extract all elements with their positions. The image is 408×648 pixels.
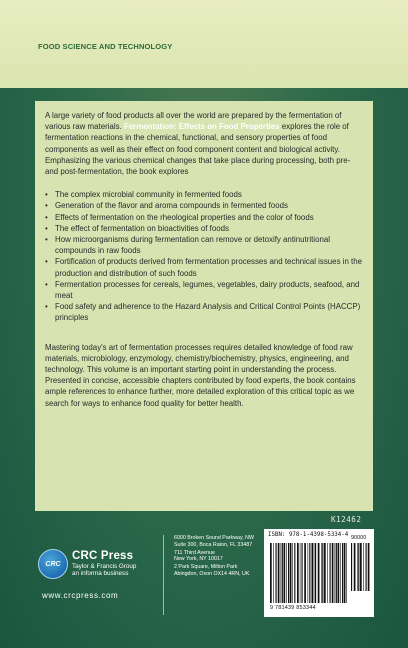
description-box [35, 101, 373, 511]
intro-paragraph [45, 110, 363, 177]
addon-barcode-icon [351, 543, 370, 591]
list-item: • The effect of fermentation on bioactivities of foods [45, 223, 363, 234]
address-block: 2 Park Square, Milton Park Abingdon, Oxon OX14 4RN, UK [174, 564, 250, 577]
list-item: • Effects of fermentation on the rheological properties and the color of foods [45, 212, 363, 223]
intro-after: explores the role of fermentation reactions in the chemical, functional, and sensory properties of food components as well as their effect on food component content and biological activity. Emphasizing the various chemical changes that take place during processing, both pre- and post-fermentation, the book explores [45, 122, 351, 177]
address-block: 711 Third Avenue New York, NY 10017 [174, 549, 223, 563]
barcode-digits: 9 781439 853344 [270, 605, 316, 611]
list-item: • Fermentation processes for cereals, legumes, vegetables, dairy products, seafood, and meat [45, 279, 363, 301]
price-addon-number: 90000 [351, 535, 367, 541]
header-band [0, 0, 408, 88]
publisher-group: Taylor & Francis Group [72, 563, 137, 570]
barcode-panel [264, 529, 374, 617]
crc-logo-icon: CRC [38, 549, 68, 579]
list-item: • Generation of the flavor and aroma compounds in fermented foods [45, 200, 363, 211]
list-item: • Food safety and adherence to the Hazard Analysis and Critical Control Points (HACCP) principles [45, 301, 363, 323]
address-block: 6000 Broken Sound Parkway, NW Suite 300, Boca Raton, FL 33487 [174, 535, 254, 548]
list-item: • Fortification of products derived from fermentation processes and technical issues in the production and distribution of such foods [45, 256, 363, 278]
publisher-url[interactable]: www.crcpress.com [42, 591, 119, 600]
publisher-tagline: an informa business [72, 570, 129, 577]
topic-list [45, 189, 363, 323]
catalog-code: K12462 [331, 515, 362, 524]
series-label: FOOD SCIENCE AND TECHNOLOGY [38, 42, 173, 51]
list-item: • How microorganisms during fermentation can remove or detoxify antinutritional compounds in raw foods [45, 234, 363, 256]
publisher-brand [72, 550, 136, 577]
book-title: Fermentation: Effects on Food Properties [123, 122, 280, 132]
barcode-icon [270, 543, 348, 603]
publisher-name: CRC Press [72, 550, 134, 562]
divider [163, 535, 164, 615]
isbn-label: ISBN: 978-1-4398-5334-4 [268, 532, 349, 538]
intro-before: A large variety of food products all over the world are prepared by the fermentation of various raw materials. [45, 111, 342, 132]
list-item: • The complex microbial community in fermented foods [45, 189, 363, 200]
closing-paragraph: Mastering today's art of fermentation processes requires detailed knowledge of food raw materials, microbiology, enzymology, chemistry/biochemistry, physics, engineering, and technology. This volume is an important starting point in understanding the process. Presented in concise, accessible chapters contributed by food experts, the book contains ample references to enhance further, more detailed exploration of this critical topic as we search for ways to enhance food quality for better health. [45, 342, 356, 408]
publisher-addresses [174, 535, 254, 579]
